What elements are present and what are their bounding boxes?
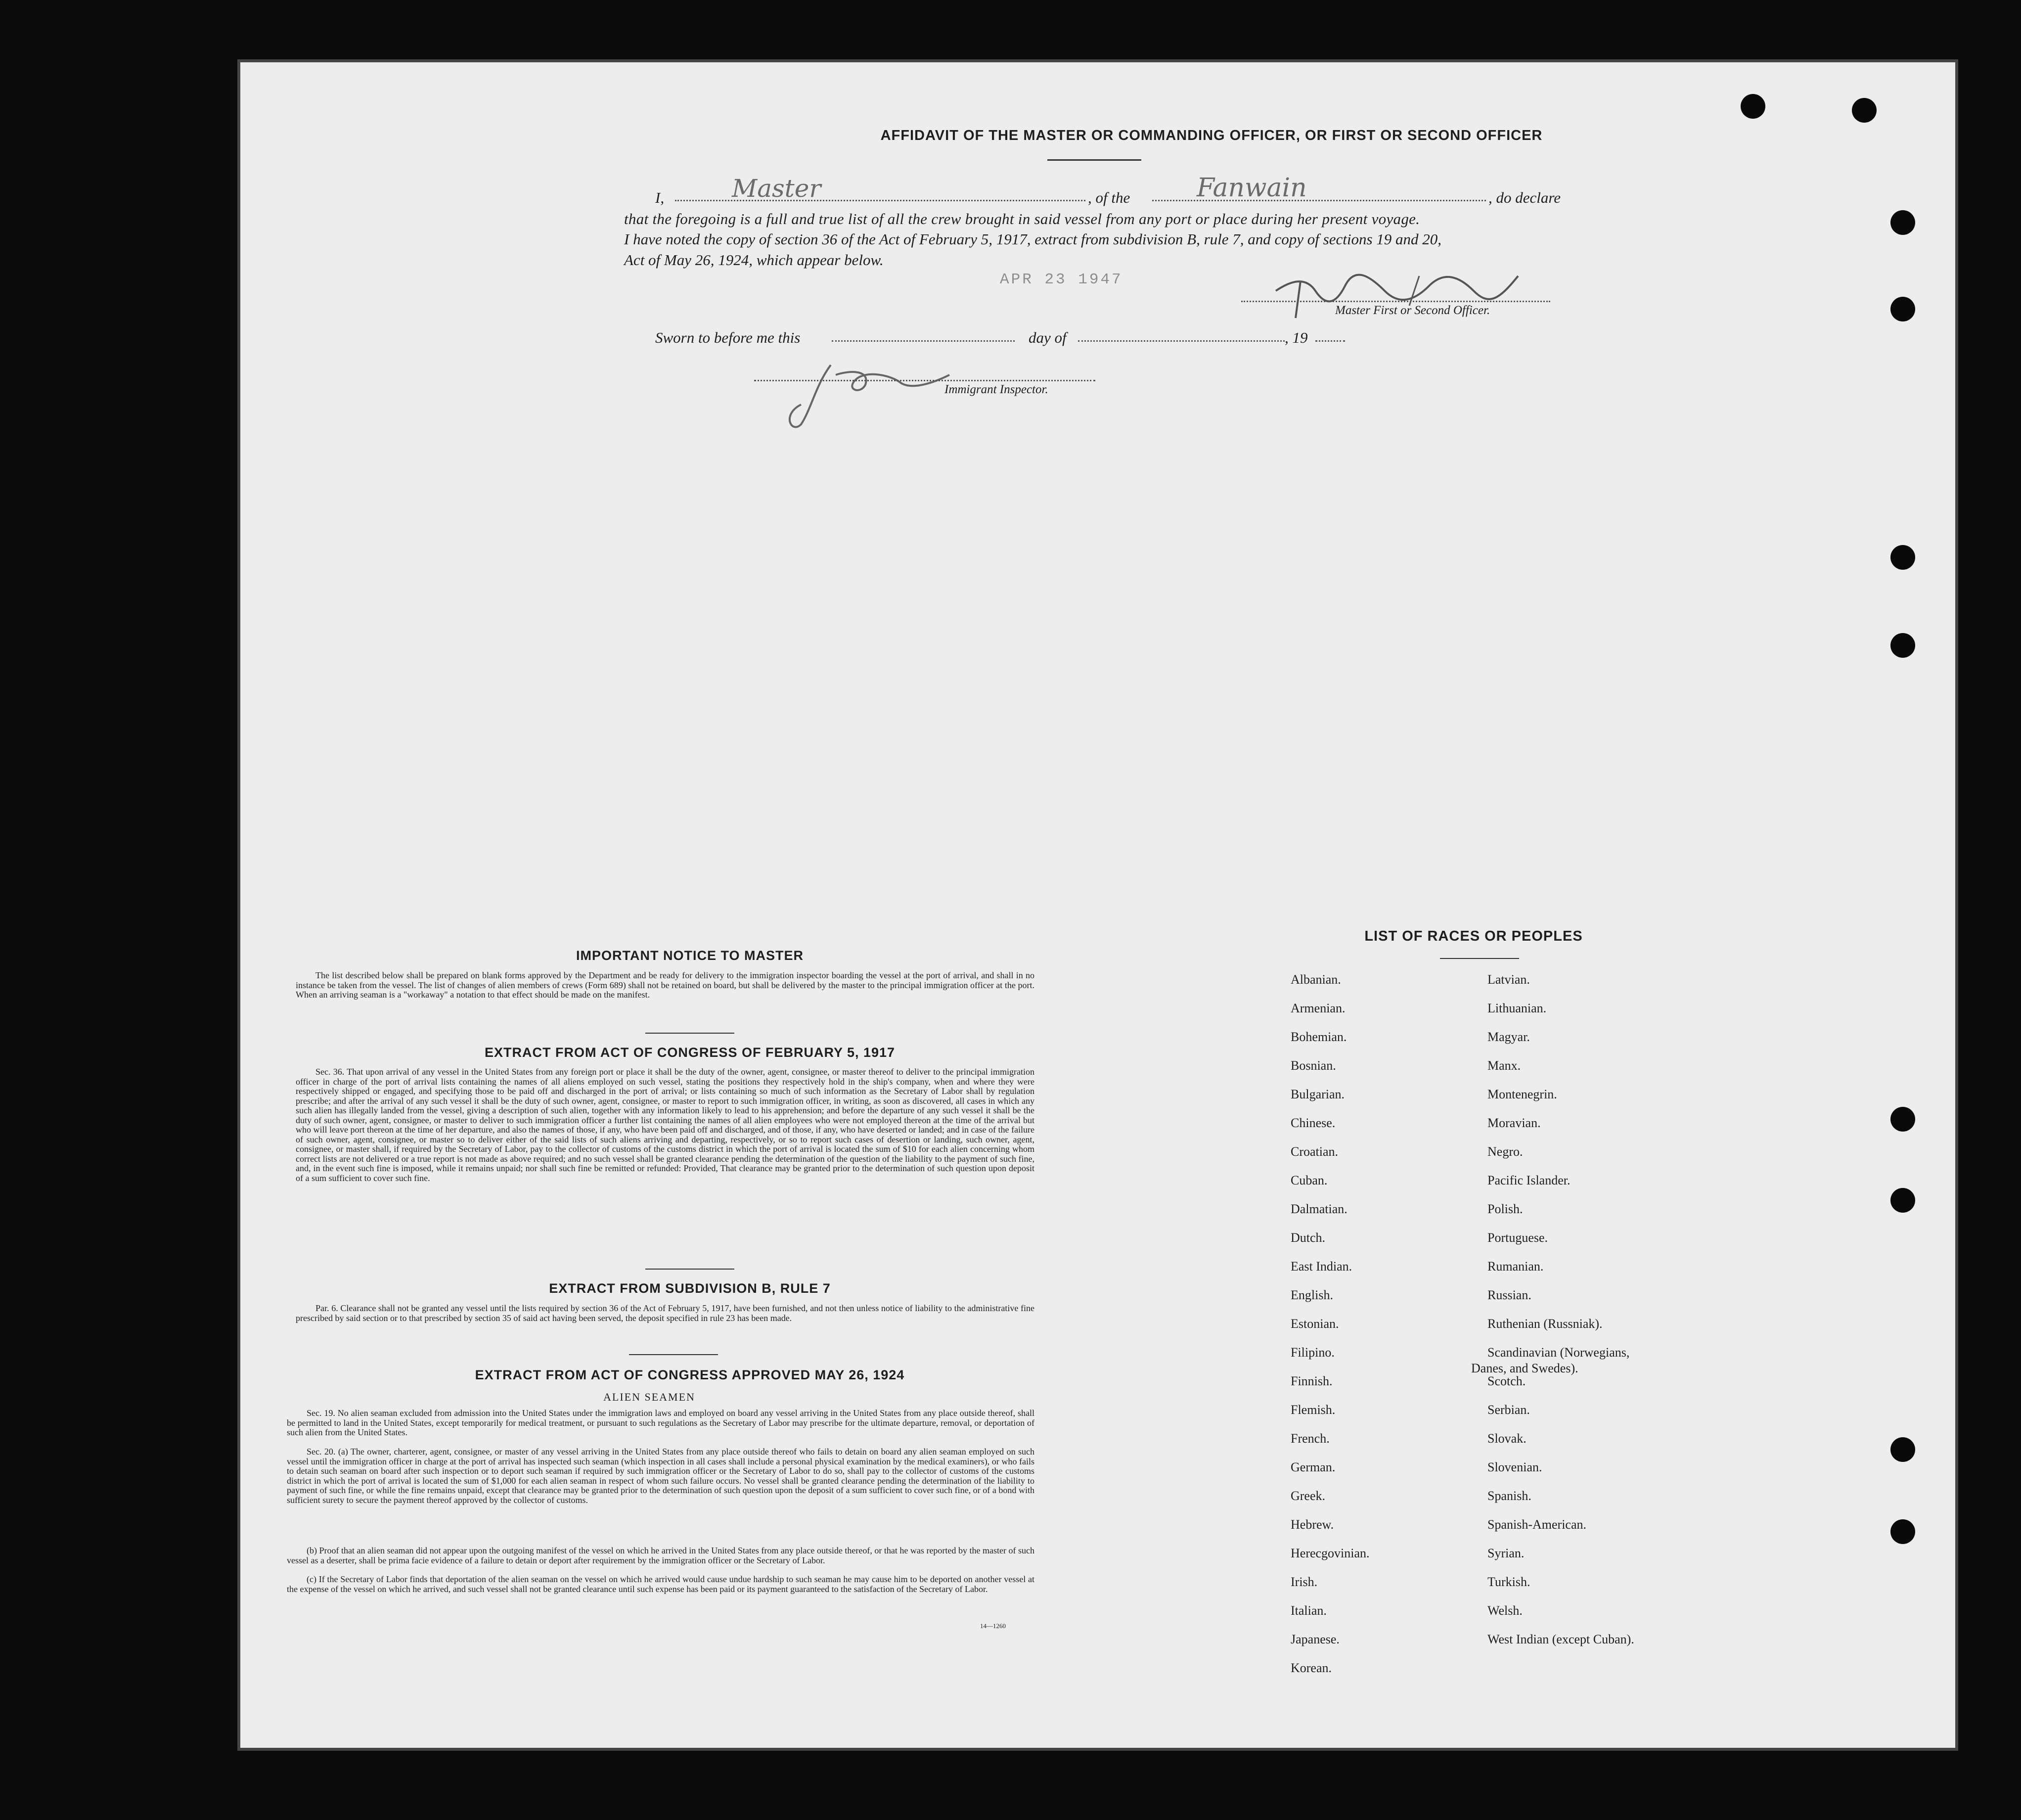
notice-body: The list described below shall be prepared on blank forms approved by the Department and be ready for delivery to the immigration inspector boarding the vessel at the port of arrival, and shall in no instance be taken from the vessel. The list of changes of alien members of crews (Form 689) shall not be retained on board, but shall be delivered by the master to the principal immigration officer at the port. When an arriving seaman is a "workaway" a notation to that effect should be made on the manifest. xyxy=(296,970,1034,1000)
punch-hole xyxy=(1890,545,1915,570)
affidavit-line-2: that the foregoing is a full and true list of all the crew brought in said vessel from any port or place during her present voyage. xyxy=(624,210,1420,228)
alien-seamen-subtitle: ALIEN SEAMEN xyxy=(603,1391,695,1403)
do-declare-label: , do declare xyxy=(1488,189,1561,206)
race-item: Latvian. xyxy=(1487,972,1530,987)
extract-1917-body: Sec. 36. That upon arrival of any vessel in the United States from any foreign port or place it shall be the duty of the owner, agent, consignee, or master thereof to deliver to the principal immigration officer in charge of the port of arrival lists containing the names of all aliens employed on such vessel, stating the positions they respectively hold in the ship's company, when and where they were respectively shipped or engaged, and specifying those to be paid off and discharged in the port of arrival; or lists containing so much of such information as the Secretary of Labor shall by regulation prescribe; and after the arrival of any such vessel it shall be the duty of such owner, agent, consignee, or master to report to such immigration officer, in writing, as soon as discovered, all cases in which any such alien has illegally landed from the vessel, giving a description of such alien, together with any information likely to lead to his apprehension; and before the departure of any such vessel it shall be the duty of such owner, agent, consignee, or master to deliver to such immigration officer a further list containing the names of all alien employees who were not employed thereon at the time of the arrival but who will leave port thereon at the time of her departure, and also the names of those, if any, who have been paid off and discharged, and of those, if any, who have deserted or landed; and in case of the failure of such owner, agent, consignee, or master so to deliver either of the said lists of such aliens arriving and departing, respectively, or so to report such cases of desertion or landing, such owner, agent, consignee, or master shall, if required by the Secretary of Labor, pay to the collector of customs of the customs district in which the port of arrival is located the sum of $10 for each alien concerning whom correct lists are not delivered or a true report is not made as above required; and no such vessel shall be granted clearance pending the determination of the question of the liability to the payment of such fine, and, in the event such fine is imposed, while it remains unpaid; nor shall such fine be remitted or refunded: Provided, That clearance may be granted prior to the determination of such question upon deposit of a sum sufficient to cover such fine. xyxy=(296,1067,1034,1183)
signature-line xyxy=(1241,301,1550,302)
punch-hole xyxy=(1890,1437,1915,1462)
race-item: Russian. xyxy=(1487,1288,1531,1302)
race-item: Bulgarian. xyxy=(1291,1087,1345,1101)
race-item: Slovenian. xyxy=(1487,1460,1542,1474)
race-item: Danes, and Swedes). xyxy=(1471,1361,1578,1375)
section-20a-body: Sec. 20. (a) The owner, charterer, agent, consignee, or master of any vessel arriving in the United States from any place outside thereof who fails to detain on board any alien seaman employed on such vessel until the immigration officer in charge at the port of arrival has inspected such seaman (which inspection in all cases shall include a personal physical examination by the medical examiners), or who fails to detain such seaman on board after such inspection or to deport such seaman if required by such immigration officer or the Secretary of Labor to do so, shall pay to the collector of customs of the customs district in which the port of arrival is located the sum of $1,000 for each alien seaman in respect of whom such failure occurs. No vessel shall be granted clearance pending the determination of the liability to payment of such fine, or while the fine remains unpaid, except that clearance may be granted prior to the determination of such question upon the deposit of a sum sufficient to cover such fine, or of a bond with sufficient surety to secure the payment thereof approved by the collector of customs. xyxy=(287,1447,1034,1505)
divider xyxy=(1047,159,1141,161)
race-item: Italian. xyxy=(1291,1603,1327,1618)
race-item: Spanish. xyxy=(1487,1489,1531,1503)
races-title: LIST OF RACES OR PEOPLES xyxy=(1364,928,1583,944)
race-item: Hebrew. xyxy=(1291,1517,1334,1532)
race-item: Bosnian. xyxy=(1291,1058,1336,1073)
race-item: Greek. xyxy=(1291,1489,1326,1503)
extract-1924-title: EXTRACT FROM ACT OF CONGRESS APPROVED MAY 26, 1924 xyxy=(475,1367,905,1382)
race-item: Pacific Islander. xyxy=(1487,1173,1571,1187)
divider xyxy=(645,1269,734,1270)
sworn-month-line xyxy=(1078,340,1285,342)
race-item: West Indian (except Cuban). xyxy=(1487,1632,1634,1646)
race-item: Manx. xyxy=(1487,1058,1521,1073)
race-item: Armenian. xyxy=(1291,1001,1346,1015)
race-item: Korean. xyxy=(1291,1661,1332,1675)
race-item: Ruthenian (Russniak). xyxy=(1487,1317,1603,1331)
punch-hole xyxy=(1890,1188,1915,1213)
race-item: Albanian. xyxy=(1291,972,1341,987)
year-label: , 19 xyxy=(1285,329,1308,346)
race-item: Dalmatian. xyxy=(1291,1202,1347,1216)
punch-hole xyxy=(1890,633,1915,658)
divider xyxy=(1440,958,1519,959)
of-the-label: , of the xyxy=(1088,189,1130,206)
punch-hole xyxy=(1890,1107,1915,1132)
punch-hole xyxy=(1890,1519,1915,1544)
race-item: French. xyxy=(1291,1431,1330,1446)
race-item: Moravian. xyxy=(1487,1116,1541,1130)
race-item: Croatian. xyxy=(1291,1144,1339,1159)
inspector-label: Immigrant Inspector. xyxy=(944,383,1048,396)
affidavit-line-3: I have noted the copy of section 36 of the Act of February 5, 1917, extract from subdivision B, rule 7, and copy of sections 19 and 20, xyxy=(624,230,1442,248)
race-item: Scandinavian (Norwegians, xyxy=(1487,1345,1630,1360)
divider xyxy=(629,1354,718,1355)
race-item: English. xyxy=(1291,1288,1333,1302)
race-item: Cuban. xyxy=(1291,1173,1328,1187)
inspector-line xyxy=(754,380,1095,381)
race-item: East Indian. xyxy=(1291,1259,1352,1274)
race-item: Polish. xyxy=(1487,1202,1523,1216)
subdivision-b-title: EXTRACT FROM SUBDIVISION B, RULE 7 xyxy=(549,1281,831,1296)
race-item: Herecgovinian. xyxy=(1291,1546,1370,1560)
affidavit-line-4: Act of May 26, 1924, which appear below. xyxy=(624,251,884,269)
section-20c-body: (c) If the Secretary of Labor finds that deportation of the alien seaman on the vessel on which he arrived would cause undue hardship to such seaman he may cause him to be deported on another vessel at the expense of the vessel on which he arrived, and such vessel shall not be granted clearance until such expense has been paid or its payment guaranteed to the satisfaction of the Secretary of Labor. xyxy=(287,1574,1034,1594)
affidavit-title: AFFIDAVIT OF THE MASTER OR COMMANDING OFFICER, OR FIRST OR SECOND OFFICER xyxy=(880,128,1543,143)
affidavit-i-label: I, xyxy=(655,189,665,206)
date-stamp: APR 23 1947 xyxy=(1000,271,1123,288)
race-item: Dutch. xyxy=(1291,1230,1326,1245)
race-item: Flemish. xyxy=(1291,1403,1336,1417)
punch-hole xyxy=(1741,94,1765,119)
extract-1917-title: EXTRACT FROM ACT OF CONGRESS OF FEBRUARY 5, 1917 xyxy=(484,1045,896,1060)
race-item: Rumanian. xyxy=(1487,1259,1544,1274)
handwritten-name: Master xyxy=(732,174,821,203)
sworn-label: Sworn to before me this xyxy=(655,329,801,346)
race-item: Montenegrin. xyxy=(1487,1087,1557,1101)
handwritten-vessel: Fanwain xyxy=(1197,173,1307,203)
race-item: Portuguese. xyxy=(1487,1230,1548,1245)
sworn-day-line xyxy=(832,340,1015,342)
race-item: Serbian. xyxy=(1487,1403,1530,1417)
subdivision-b-body: Par. 6. Clearance shall not be granted any vessel until the lists required by section 36 of the Act of February 5, 1917, have been furnished, and not then unless notice of liability to the administrative fine prescribed by said section or to that prescribed by section 35 of said act having been served, the deposit specified in rule 23 has been made. xyxy=(296,1303,1034,1323)
race-item: Japanese. xyxy=(1291,1632,1340,1646)
race-item: Chinese. xyxy=(1291,1116,1336,1130)
race-item: Lithuanian. xyxy=(1487,1001,1547,1015)
section-20b-body: (b) Proof that an alien seaman did not appear upon the outgoing manifest of the vessel on which he arrived in the United States from any place outside thereof, or that he was reported by the master of such vessel as a deserter, shall be prima facie evidence of a failure to detain or deport after requirement by the immigration officer or the Secretary of Labor. xyxy=(287,1546,1034,1565)
race-item: Scotch. xyxy=(1487,1374,1526,1388)
punch-hole xyxy=(1890,210,1915,235)
divider xyxy=(645,1033,734,1034)
race-item: Irish. xyxy=(1291,1575,1318,1589)
punch-hole xyxy=(1852,98,1877,123)
race-item: German. xyxy=(1291,1460,1336,1474)
signature-label: Master First or Second Officer. xyxy=(1335,304,1490,317)
notice-title: IMPORTANT NOTICE TO MASTER xyxy=(576,948,804,963)
race-item: Turkish. xyxy=(1487,1575,1530,1589)
race-item: Estonian. xyxy=(1291,1317,1339,1331)
race-item: Finnish. xyxy=(1291,1374,1333,1388)
race-item: Negro. xyxy=(1487,1144,1523,1159)
race-item: Welsh. xyxy=(1487,1603,1523,1618)
race-item: Bohemian. xyxy=(1291,1030,1347,1044)
race-item: Filipino. xyxy=(1291,1345,1335,1360)
section-19-body: Sec. 19. No alien seaman excluded from admission into the United States under the immigration laws and employed on board any vessel arriving in the United States from any place outside thereof, shall be permitted to land in the United States, except temporarily for medical treatment, or pursuant to such regulations as the Secretary of Labor may prescribe for the ultimate departure, removal, or deportation of such alien from the United States. xyxy=(287,1408,1034,1437)
punch-hole xyxy=(1890,297,1915,321)
race-item: Spanish-American. xyxy=(1487,1517,1587,1532)
race-item: Syrian. xyxy=(1487,1546,1525,1560)
sworn-year-line xyxy=(1315,340,1345,342)
race-item: Magyar. xyxy=(1487,1030,1530,1044)
day-of-label: day of xyxy=(1029,329,1067,346)
race-item: Slovak. xyxy=(1487,1431,1527,1446)
form-number: 14—1260 xyxy=(980,1622,1006,1630)
